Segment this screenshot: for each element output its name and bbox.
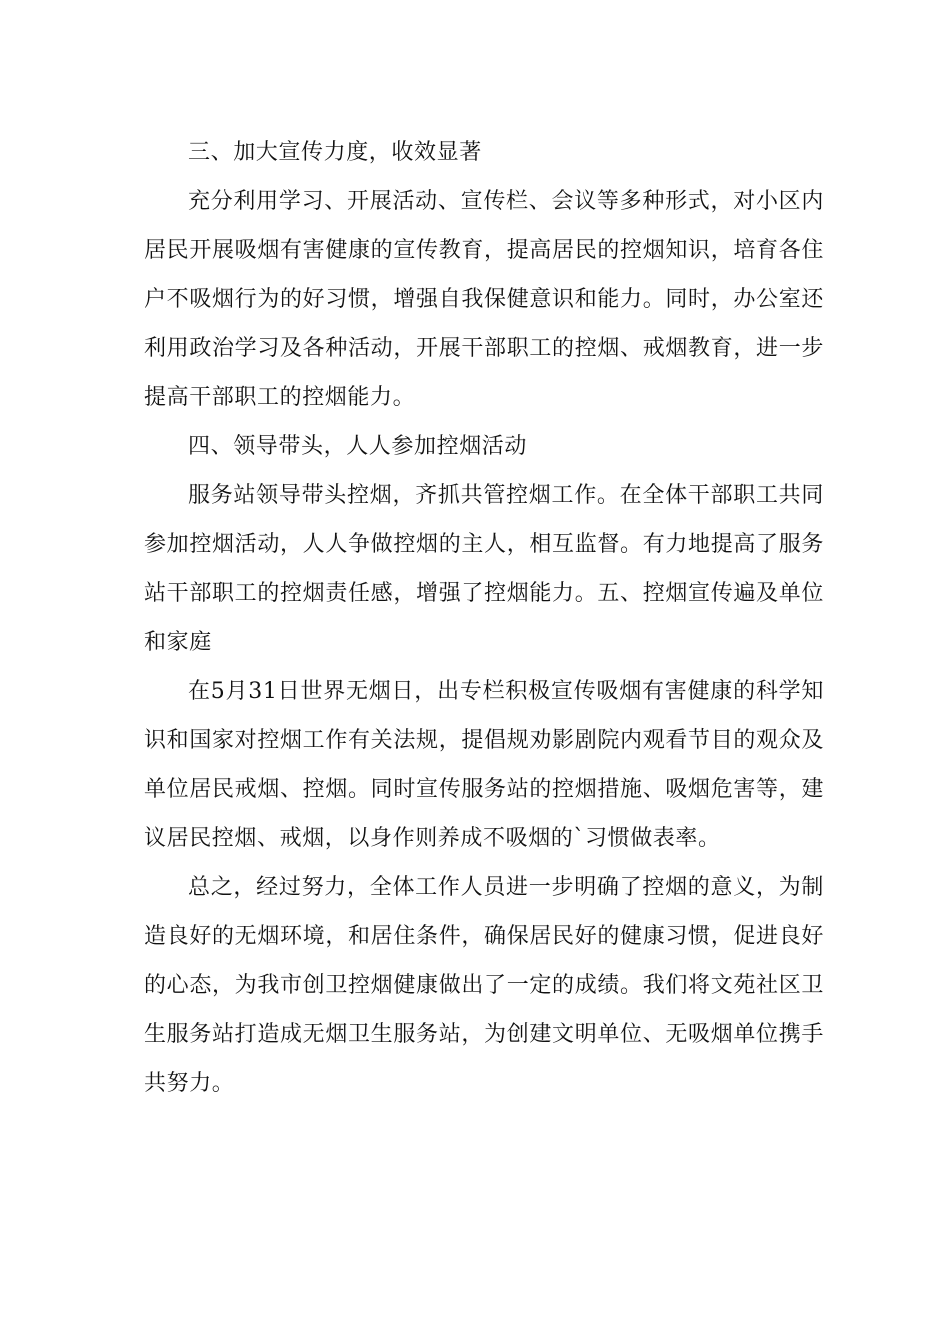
section-heading-3: 三、加大宣传力度，收效显著 [188, 140, 482, 165]
paragraph-no-tobacco-day: 在5月31日世界无烟日，出专栏积极宣传吸烟有害健康的科学知识和国家对控烟工作有关法规，提倡规劝影剧院内观看节目的观众及单位居民戒烟、控烟。同时宣传服务站的控烟措施、吸烟危害等，建议居民控烟、戒烟，以身作则养成不吸烟的`习惯做表率。 [144, 679, 824, 851]
paragraph-leadership: 服务站领导带头控烟，齐抓共管控烟工作。在全体干部职工共同参加控烟活动，人人争做控烟的主人，相互监督。有力地提高了服务站干部职工的控烟责任感，增强了控烟能力。五、控烟宣传遍及单位和家庭 [144, 483, 824, 655]
paragraph-publicity: 充分利用学习、开展活动、宣传栏、会议等多种形式，对小区内居民开展吸烟有害健康的宣传教育，提高居民的控烟知识，培育各住户不吸烟行为的好习惯，增强自我保健意识和能力。同时，办公室还利用政治学习及各种活动，开展干部职工的控烟、戒烟教育，进一步提高干部职工的控烟能力。 [144, 189, 824, 410]
section-heading-4: 四、领导带头，人人参加控烟活动 [188, 434, 528, 459]
paragraph-summary: 总之，经过努力，全体工作人员进一步明确了控烟的意义，为制造良好的无烟环境，和居住条件，确保居民好的健康习惯，促进良好的心态，为我市创卫控烟健康做出了一定的成绩。我们将文苑社区卫生服务站打造成无烟卫生服务站，为创建文明单位、无吸烟单位携手共努力。 [144, 875, 824, 1096]
document-body [144, 128, 824, 1108]
